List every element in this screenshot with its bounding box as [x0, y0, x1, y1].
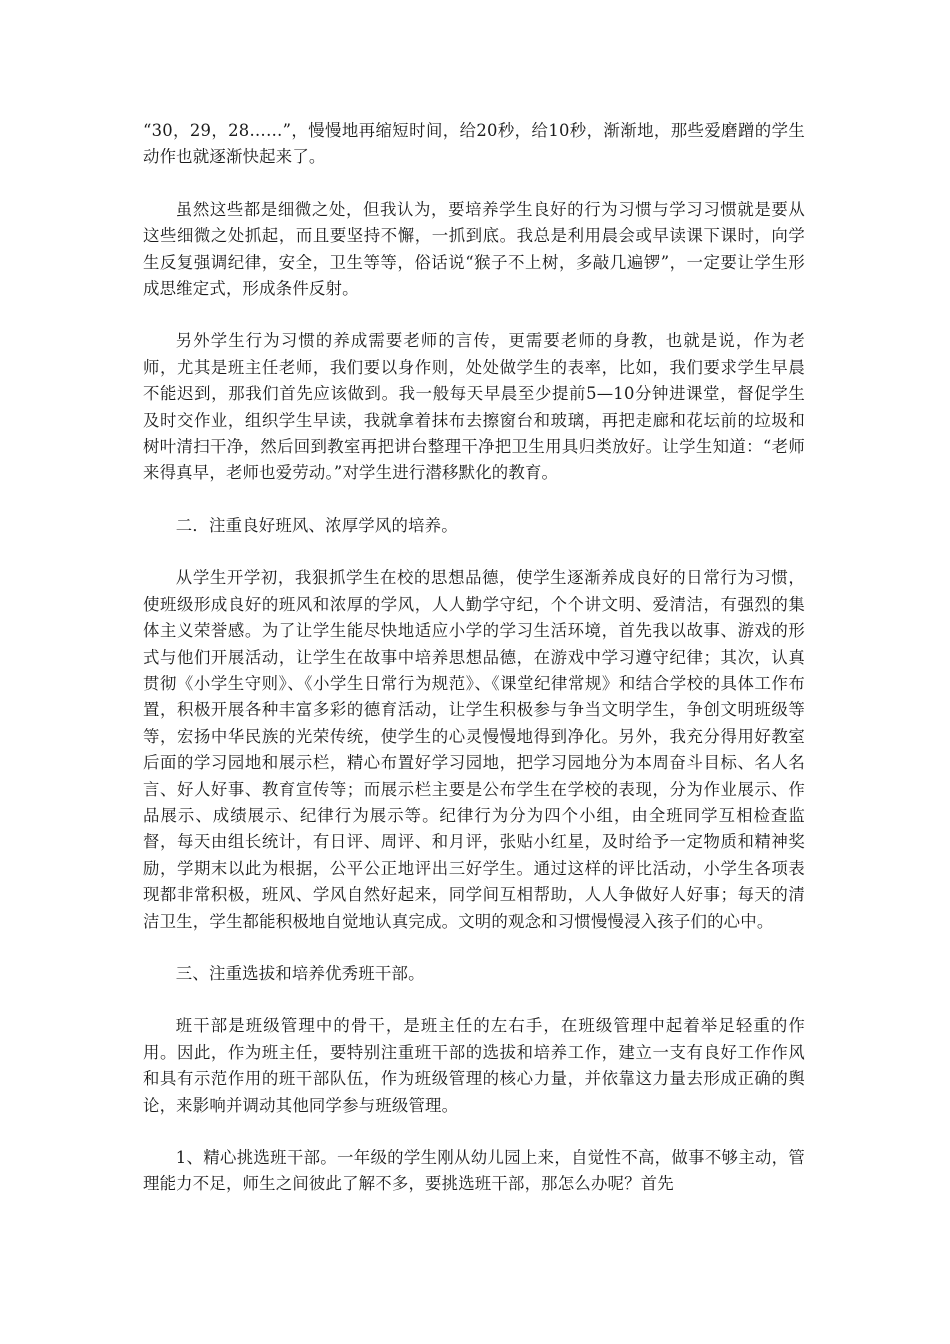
- section-heading-class-cadres: 三、注重选拔和培养优秀班干部。: [175, 963, 425, 983]
- paragraph-teacher-example: 另外学生行为习惯的养成需要老师的言传，更需要老师的身教，也就是说，作为老师，尤其是班主任老师，我们要以身作则，处处做学生的表率，比如，我们要求学生早晨不能迟到，那我们首先应该做到。我一般每天早晨至少提前5—10分钟进课堂，督促学生及时交作业，组织学生早读，我就拿着抹布去擦窗台和玻璃，再把走廊和花坛前的垃圾和树叶清扫干净，然后回到教室再把讲台整理干净把卫生用具归类放好。让学生知道：“老师来得真早，老师也爱劳动。”对学生进行潜移默化的教育。: [143, 331, 805, 483]
- section-heading-class-atmosphere: 二．注重良好班风、浓厚学风的培养。: [175, 515, 458, 535]
- document-body: [143, 118, 805, 1224]
- paragraph-habits: 虽然这些都是细微之处，但我认为，要培养学生良好的行为习惯与学习习惯就是要从这些细微之处抓起，而且要坚持不懈，一抓到底。我总是利用晨会或早读课下课时，向学生反复强调纪律，安全，卫生等等，俗话说“猴子不上树，多敲几遍锣”，一定要让学生形成思维定式，形成条件反射。: [143, 199, 805, 299]
- paragraph-select-cadres: 1、精心挑选班干部。一年级的学生刚从幼儿园上来，自觉性不高，做事不够主动，管理能力不足，师生之间彼此了解不多，要挑选班干部，那怎么办呢？首先: [143, 1148, 805, 1194]
- paragraph-continuation: “30，29，28……”，慢慢地再缩短时间，给20秒，给10秒，渐渐地，那些爱磨蹭的学生动作也就逐渐快起来了。: [143, 121, 805, 167]
- paragraph-class-cadres: 班干部是班级管理中的骨干，是班主任的左右手，在班级管理中起着举足轻重的作用。因此，作为班主任，要特别注重班干部的选拔和培养工作，建立一支有良好工作作风和具有示范作用的班干部队伍，作为班级管理的核心力量，并依靠这力量去形成正确的舆论，来影响并调动其他同学参与班级管理。: [143, 1016, 805, 1115]
- paragraph-class-atmosphere: 从学生开学初，我狠抓学生在校的思想品德，使学生逐渐养成良好的日常行为习惯，使班级形成良好的班风和浓厚的学风，人人勤学守纪，个个讲文明、爱清洁，有强烈的集体主义荣誉感。为了让学生能尽快地适应小学的学习生活环境，首先我以故事、游戏的形式与他们开展活动，让学生在故事中培养思想品德，在游戏中学习遵守纪律；其次，认真贯彻《小学生守则》、《小学生日常行为规范》、《课堂纪律常规》和结合学校的具体工作布置，积极开展各种丰富多彩的德育活动，让学生积极参与争当文明学生，争创文明班级等等，宏扬中华民族的光荣传统，使学生的心灵慢慢地得到净化。另外，我充分得用好教室后面的学习园地和展示栏，精心布置好学习园地，把学习园地分为本周奋斗目标、名人名言、好人好事、教育宣传等；而展示栏主要是公布学生在学校的表现，分为作业展示、作品展示、成绩展示、纪律行为展示等。纪律行为分为四个小组，由全班同学互相检查监督，每天由组长统计，有日评、周评、和月评，张贴小红星，及时给予一定物质和精神奖励，学期末以此为根据，公平公正地评出三好学生。通过这样的评比活动，小学生各项表现都非常积极，班风、学风自然好起来，同学间互相帮助，人人争做好人好事；每天的清洁卫生，学生都能积极地自觉地认真完成。文明的观念和习惯慢慢浸入孩子们的心中。: [143, 568, 805, 931]
